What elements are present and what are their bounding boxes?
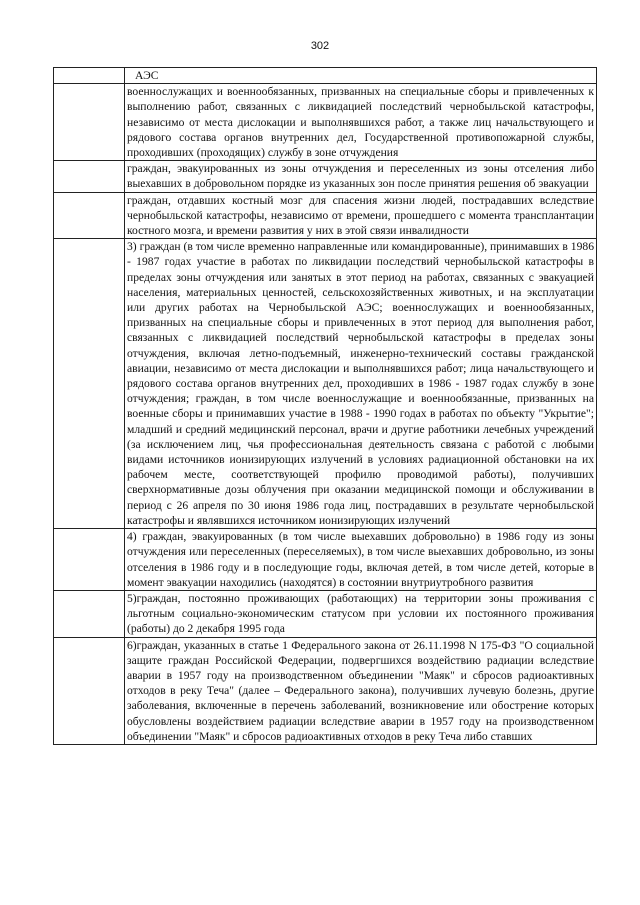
text-cell — [125, 637, 597, 744]
table-row — [54, 84, 597, 161]
empty-cell — [54, 239, 125, 529]
empty-cell — [54, 529, 125, 591]
text-cell — [125, 192, 597, 239]
text-cell — [125, 84, 597, 161]
row-text: военнослужащих и военнообязанных, призванных на специальные сборы и привлеченных к выполнению работ, связанных с ликвидацией последствий чернобыльской катастрофы, независимо от места дислокации и выполнявшихся работ, а также лиц начальствующего и рядового состава органов внутренних дел, Государственной противопожарной службы, проходивших (проходящих) службу в зоне отчуждения — [127, 85, 594, 160]
empty-cell — [54, 590, 125, 637]
table-row — [54, 239, 597, 529]
row-text: 4) граждан, эвакуированных (в том числе выехавших добровольно) в 1986 году из зоны отчуждения или переселенных (переселяемых), в том числе выехавших добровольно, из зоны отселения в 1986 году и в последующие годы, включая детей, в том числе детей, которые в момент эвакуации находились (находятся) в состоянии внутриутробного развития — [127, 530, 594, 589]
table-row — [54, 529, 597, 591]
row-text: граждан, эвакуированных из зоны отчуждения и переселенных из зоны отселения либо выехавших в добровольном порядке из указанных зон после принятия решения об эвакуации — [127, 162, 594, 191]
empty-cell — [54, 68, 125, 84]
table-row — [54, 590, 597, 637]
empty-cell — [54, 84, 125, 161]
text-cell — [125, 590, 597, 637]
text-cell — [125, 239, 597, 529]
page-number: 302 — [310, 40, 330, 52]
document-table — [53, 67, 597, 745]
table-row — [54, 637, 597, 744]
row-text: 6)граждан, указанных в статье 1 Федерального закона от 26.11.1998 N 175-ФЗ "О социальной защите граждан Российской Федерации, подвергшихся воздействию радиации вследствие аварии в 1957 году на производственном объединении "Маяк" и сбросов радиоактивных отходов в реку Теча" (далее – Федерального закона), получивших лучевую болезнь, другие заболевания, включенные в перечень заболеваний, возникновение или обострение которых обусловлены воздействием радиации вследствие аварии в 1957 году на производственном объединении "Маяк" и сбросов радиоактивных отходов в реку Теча либо ставших — [127, 638, 594, 743]
table-row — [54, 68, 597, 84]
table-row — [54, 161, 597, 192]
empty-cell — [54, 161, 125, 192]
row-text: граждан, отдавших костный мозг для спасения жизни людей, пострадавших вследствие чернобыльской катастрофы, независимо от времени, прошедшего с момента трансплантации костного мозга, и времени развития у них в этой связи инвалидности — [127, 193, 594, 238]
text-cell — [125, 161, 597, 192]
text-cell — [125, 68, 597, 84]
text-cell — [125, 529, 597, 591]
row-text: 3) граждан (в том числе временно направленные или командированные), принимавших в 1986 - 1987 годах участие в работах по ликвидации последствий чернобыльской катастрофы в пределах зоны отчуждения или занятых в этот период на работах, связанных с эвакуацией населения, материальных ценностей, сельскохозяйственных животных, и на эксплуатации или других работах на Чернобыльской АЭС; военнослужащих и военнообязанных, призванных на специальные сборы и привлеченных в этот период для выполнения работ, связанных с ликвидацией последствий чернобыльской катастрофы в пределах зоны отчуждения, включая летно-подъемный, инженерно-технический составы гражданской авиации, независимо от места дислокации и выполнявшихся работ; лица начальствующего и рядового состава органов внутренних дел, проходивших в 1986 - 1987 годах службу в зоне отчуждения; граждан, в том числе военнослужащие и военнообязанные, призванных на военные сборы и принимавших участие в 1988 - 1990 годах в работах по объекту "Укрытие"; младший и средний медицинский персонал, врачи и другие работники лечебных учреждений (за исключением лиц, чья профессиональная деятельность связана с работой с любыми видами источников ионизирующих излучений в условиях радиационной обстановки на их рабочем месте, соответствующей профилю проводимой работы), получивших сверхнормативные дозы облучения при оказании медицинской помощи и обслуживании в период с 26 апреля по 30 июня 1986 года лиц, пострадавших в результате чернобыльской катастрофы и являвшихся источником ионизирующих излучений — [127, 240, 594, 527]
empty-cell — [54, 637, 125, 744]
row-text: 5)граждан, постоянно проживающих (работающих) на территории зоны проживания с льготным социально-экономическим статусом при условии их постоянного проживания (работы) до 2 декабря 1995 года — [127, 591, 594, 636]
table-row — [54, 192, 597, 239]
empty-cell — [54, 192, 125, 239]
row-text: АЭС — [135, 69, 159, 82]
